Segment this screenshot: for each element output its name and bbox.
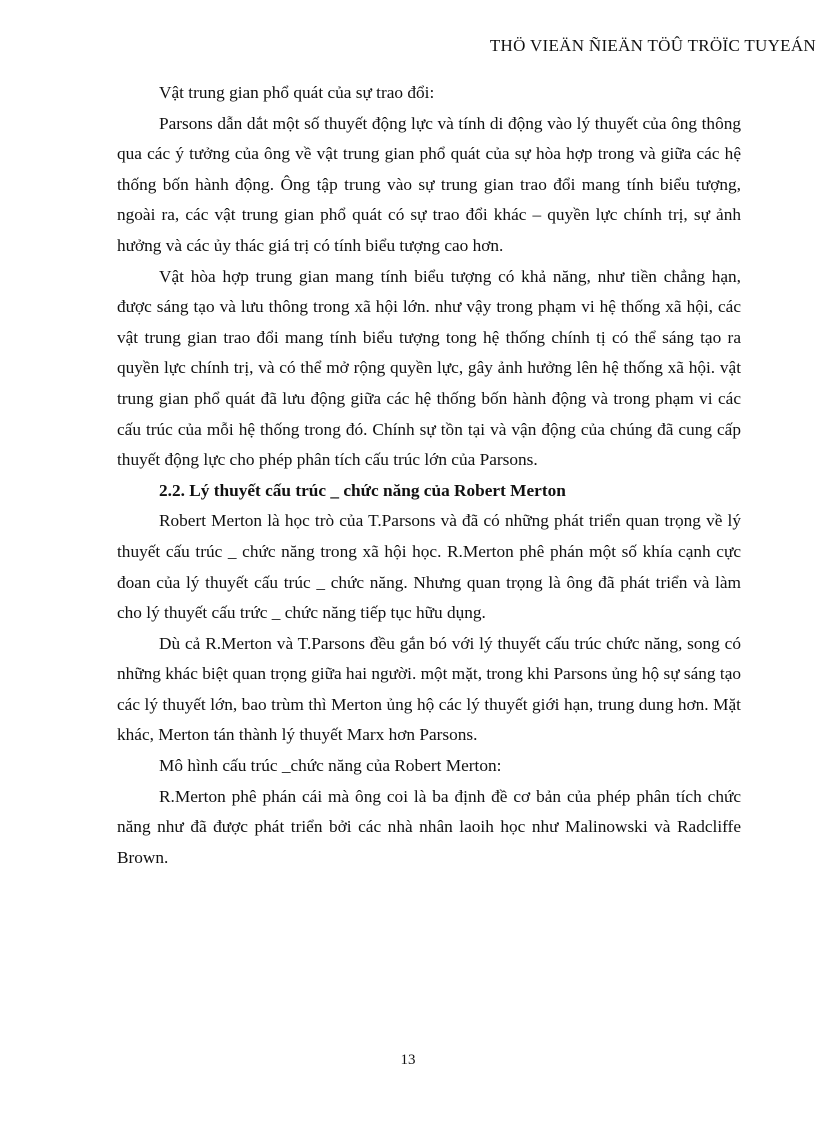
paragraph: Vật hòa hợp trung gian mang tính biểu tượng có khả năng, như tiền chẳng hạn, được sáng tạo và lưu thông trong xã hội lớn. như vậy trong phạm vi hệ thống xã hội, các vật trung gian trao đổi mang tính biểu tượng tong hệ thống chính tị có thể sáng tạo ra quyền lực chính trị, và có thể mở rộng quyền lực, gây ảnh hưởng lên hệ thống xã hội. vật trung gian phổ quát đã lưu động giữa các hệ thống bốn hành động và trong phạm vi các cấu trúc của mỗi hệ thống trong đó. Chính sự tồn tại và vận động của chúng đã cung cấp thuyết động lực cho phép phân tích cấu trúc lớn của Parsons. <box>117 266 741 470</box>
page-number: 13 <box>400 1052 416 1068</box>
document-body <box>117 78 741 873</box>
paragraph-subheading: Mô hình cấu trúc _chức năng của Robert Merton: <box>159 756 502 776</box>
section-heading: 2.2. Lý thuyết cấu trúc _ chức năng của Robert Merton <box>159 480 566 500</box>
page-header: THÖ VIEÄN ÑIEÄN TÖÛ TRÖÏC TUYEÁN <box>489 36 816 55</box>
paragraph: Robert Merton là học trò của T.Parsons và đã có những phát triển quan trọng về lý thuyết cấu trúc _ chức năng trong xã hội học. R.Merton phê phán một số khía cạnh cực đoan của lý thuyết cấu trúc _ chức năng. Nhưng quan trọng là ông đã phát triển và làm cho lý thuyết cấu trức _ chức năng tiếp tục hữu dụng. <box>117 511 741 623</box>
paragraph: R.Merton phê phán cái mà ông coi là ba định đề cơ bản của phép phân tích chức năng như đã được phát triển bởi các nhà nhân laoih học như Malinowski và Radcliffe Brown. <box>117 786 741 867</box>
paragraph: Dù cả R.Merton và T.Parsons đều gắn bó với lý thuyết cấu trúc chức năng, song có những khác biệt quan trọng giữa hai người. một mặt, trong khi Parsons ủng hộ sự sáng tạo các lý thuyết lớn, bao trùm thì Merton ủng hộ các lý thuyết giới hạn, trung dung hơn. Mặt khác, Merton tán thành lý thuyết Marx hơn Parsons. <box>117 633 742 745</box>
paragraph-subheading: Vật trung gian phổ quát của sự trao đổi: <box>159 83 435 102</box>
paragraph: Parsons dẫn dắt một số thuyết động lực và tính di động vào lý thuyết của ông thông qua các ý tưởng của ông về vật trung gian phổ quát của sự hòa hợp trong và giữa các hệ thống bốn hành động. Ông tập trung vào sự trung gian trao đổi mang tính biểu tượng, ngoài ra, các vật trung gian phổ quát có sự trao đổi khác – quyền lực chính trị, sự ảnh hưởng và các ủy thác giá trị có tính biểu tượng cao hơn. <box>117 113 741 255</box>
